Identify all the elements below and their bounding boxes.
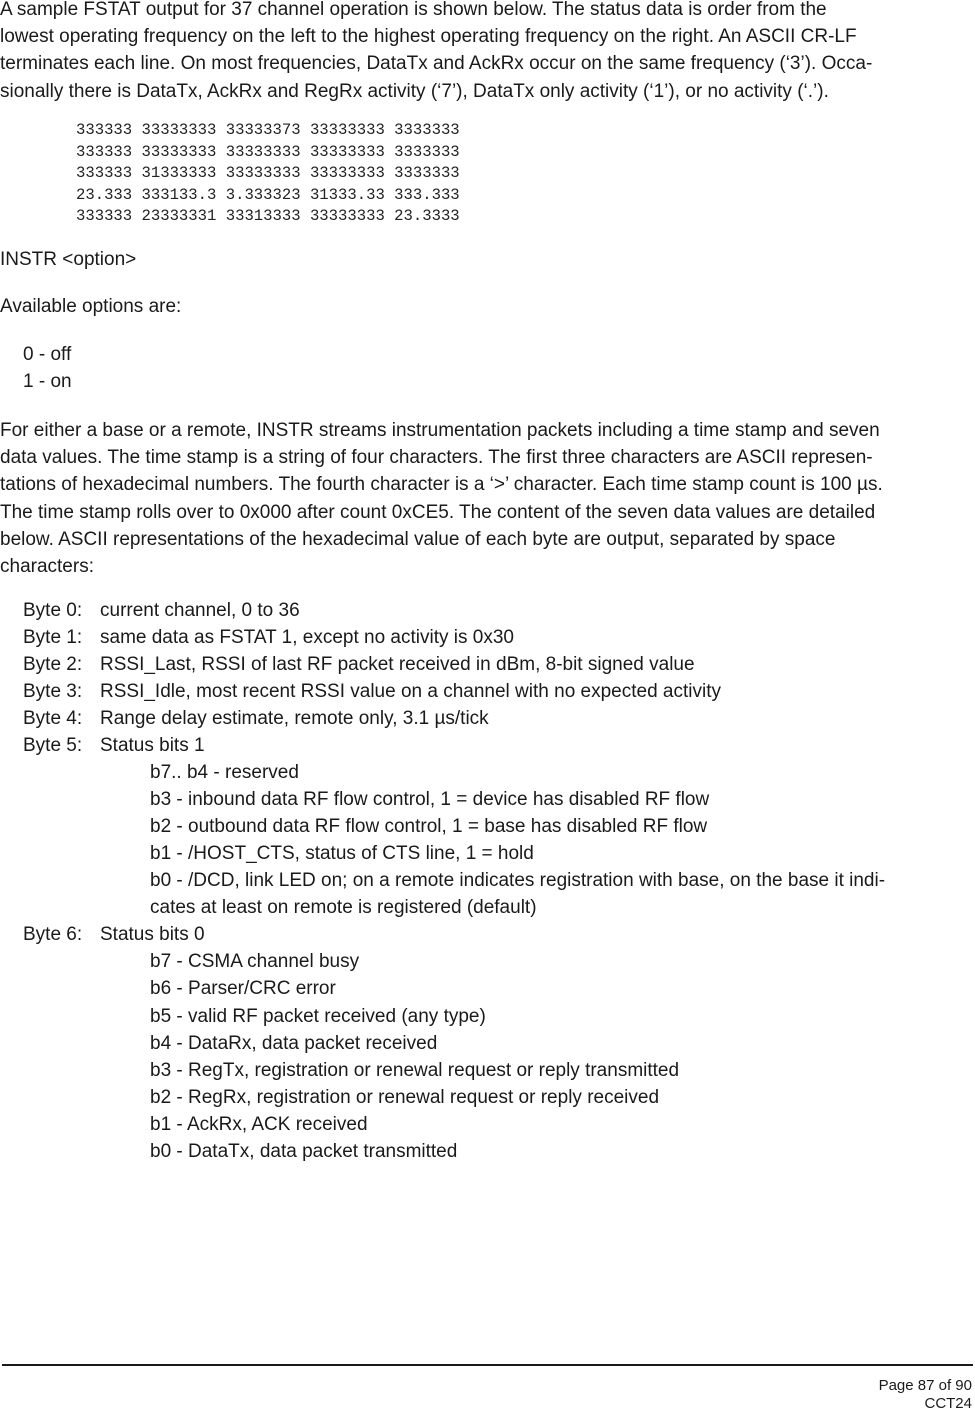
text-line: sionally there is DataTx, AckRx and RegRx activity (‘7’), DataTx only activity (‘1’), or no activity (‘.’). (0, 80, 829, 102)
byte-label: Byte 3: (23, 681, 83, 702)
byte-description: Status bits 1 (100, 735, 205, 756)
byte-label: Byte 6: (23, 924, 83, 945)
status-bit-item: b4 - DataRx, data packet received (150, 1033, 438, 1054)
text-line: For either a base or a remote, INSTR streams instrumentation packets including a time stamp and seven (0, 420, 880, 441)
status-bit-item: cates at least on remote is registered (default) (150, 897, 537, 918)
byte-label: Byte 0: (23, 600, 83, 621)
status-bit-item: b5 - valid RF packet received (any type) (150, 1006, 486, 1027)
code-line: 23.333 333133.3 3.333323 31333.33 333.333 (76, 185, 460, 204)
byte-description: same data as FSTAT 1, except no activity is 0x30 (100, 627, 514, 648)
byte-label: Byte 2: (23, 654, 83, 675)
status-bit-item: b7.. b4 - reserved (150, 762, 299, 783)
byte-description: current channel, 0 to 36 (100, 600, 300, 621)
fstat-sample-output (76, 120, 460, 228)
byte-description: RSSI_Idle, most recent RSSI value on a channel with no expected activity (100, 681, 721, 702)
code-line: 333333 31333333 33333333 33333333 3333333 (76, 164, 460, 182)
command-syntax: INSTR <option> (0, 249, 137, 270)
status-bit-item: b1 - AckRx, ACK received (150, 1114, 368, 1135)
text-line: below. ASCII representations of the hexadecimal value of each byte are output, separated by space (0, 528, 836, 550)
status-bit-item: b2 - RegRx, registration or renewal request or reply received (150, 1087, 660, 1108)
text-line: lowest operating frequency on the left to the highest operating frequency on the right. An ASCII CR-LF (0, 26, 857, 48)
options-heading: Available options are: (0, 296, 182, 317)
byte-description: Range delay estimate, remote only, 3.1 µs/tick (100, 708, 489, 729)
byte-description: RSSI_Last, RSSI of last RF packet received in dBm, 8-bit signed value (100, 654, 695, 675)
status-bit-item: b6 - Parser/CRC error (150, 978, 336, 999)
text-line: The time stamp rolls over to 0x000 after count 0xCE5. The content of the seven data values are detailed (0, 501, 876, 523)
status-bit-item: b3 - RegTx, registration or renewal request or reply transmitted (150, 1060, 680, 1081)
page-number: Page 87 of 90 (878, 1377, 972, 1394)
status-bit-item: b7 - CSMA channel busy (150, 951, 360, 972)
byte-label: Byte 5: (23, 735, 83, 756)
byte-label: Byte 1: (23, 627, 83, 648)
byte-description: Status bits 0 (100, 924, 205, 945)
status-bit-item: b0 - DataTx, data packet transmitted (150, 1141, 458, 1162)
code-line: 333333 23333331 33313333 33333333 23.3333 (76, 207, 460, 225)
status-bit-item: b2 - outbound data RF flow control, 1 = base has disabled RF flow (150, 816, 708, 837)
description-paragraph (0, 417, 972, 580)
text-line: terminates each line. On most frequencies, DataTx and AckRx occur on the same frequency (‘3’). Occa- (0, 53, 873, 75)
status-bit-item: b0 - /DCD, link LED on; on a remote indicates registration with base, on the base it indi- (150, 870, 886, 891)
text-line: characters: (0, 556, 94, 578)
option-item: 1 - on (23, 371, 72, 392)
code-line: 333333 33333333 33333333 33333333 3333333 (76, 142, 460, 161)
text-line: data values. The time stamp is a string of four characters. The first three characters are ASCII represen- (0, 447, 873, 469)
intro-paragraph (0, 0, 972, 105)
byte-label: Byte 4: (23, 708, 83, 729)
status-bit-item: b3 - inbound data RF flow control, 1 = device has disabled RF flow (150, 789, 710, 810)
status-bit-item: b1 - /HOST_CTS, status of CTS line, 1 = hold (150, 843, 534, 864)
text-line: A sample FSTAT output for 37 channel operation is shown below. The status data is order from the (0, 0, 827, 20)
text-line: tations of hexadecimal numbers. The fourth character is a ‘>’ character. Each time stamp count is 100 µs. (0, 474, 883, 496)
document-id: CCT24 (924, 1395, 972, 1412)
option-item: 0 - off (23, 344, 72, 365)
code-line: 333333 33333333 33333373 33333333 3333333 (76, 121, 460, 139)
footer-divider (2, 1364, 973, 1366)
